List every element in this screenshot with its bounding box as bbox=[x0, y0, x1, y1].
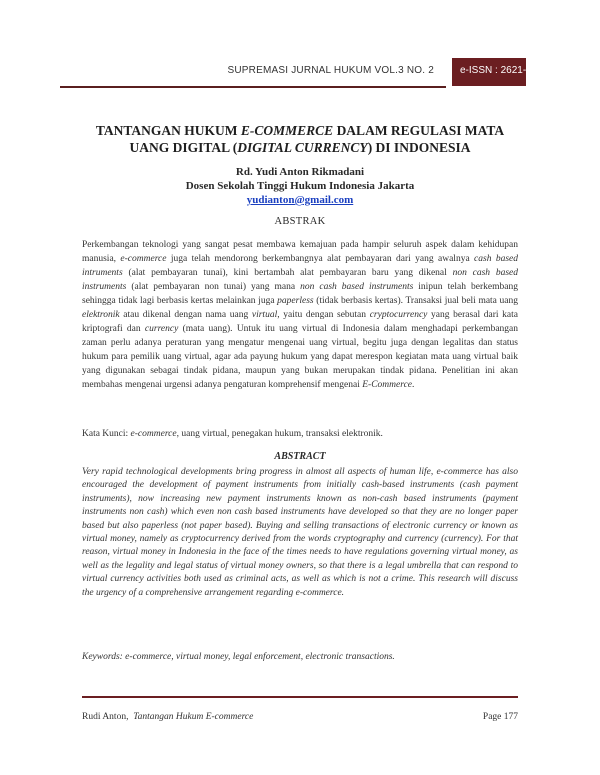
author-block bbox=[80, 165, 520, 207]
abstrak-italic: e-commerce bbox=[120, 254, 167, 264]
abstrak-italic: paperless bbox=[277, 296, 314, 306]
abstrak-text: juga telah mendorong berkembangnya alat pembayaran dari yang awalnya bbox=[166, 254, 475, 264]
title-line1-prefix: TANTANGAN HUKUM bbox=[95, 123, 241, 138]
abstrak-text: , yaitu dengan sebutan bbox=[277, 310, 370, 320]
abstrak-italic: currency bbox=[144, 324, 179, 334]
abstrak-text: (mata uang). Untuk itu uang virtual di Indonesia dalam menghadapi perkembangan zaman perlu adanya peraturan yang mengatur mengenai uang virtual, begitu juga dengan legalitas dan status hukum para pemilik uang virtual, agar ada payung hukum yang dapat merespon kegiatan mata uang virtual baik yang digunakan sebagai tindak pidana, maupun yang bukan merupakan tindak pidana. Penelitian ini akan membahas mengenai urgensi adanya pengaturan komprehensif mengenai bbox=[82, 324, 519, 390]
abstrak-text: Perkembangan teknologi yang sangat pesat membawa kemajuan pada hampir seluruh aspek dalam kehidupan manusia, bbox=[82, 240, 518, 264]
abstrak-text: (alat pembayaran tunai), kini bertambah alat pembayaran baru yang dikenal bbox=[122, 268, 453, 278]
abstrak-italic: non cash based instruments bbox=[300, 282, 414, 292]
footer-divider bbox=[82, 696, 518, 698]
abstrak-italic: cryptocurrency bbox=[369, 310, 428, 320]
issn-badge bbox=[452, 58, 549, 86]
title-line2-prefix: UANG DIGITAL ( bbox=[129, 140, 238, 155]
keywords: Keywords: e-commerce, virtual money, legal enforcement, electronic transactions. bbox=[82, 652, 395, 662]
abstrak-text: . bbox=[412, 380, 415, 390]
abstrak-italic: E-Commerce bbox=[362, 380, 413, 390]
footer-citation bbox=[82, 712, 253, 722]
abstrak-heading: ABSTRAK bbox=[274, 216, 326, 227]
footer-title: Tantangan Hukum E-commerce bbox=[133, 712, 254, 722]
abstract-paragraph: Very rapid technological developments bring progress in almost all aspects of human life, e-commerce has also encouraged the development of payment instruments from initially cash-based instruments (cash payment instruments), now increasing new payment instruments known as non-cash based instruments (payment instruments non cash) which even non cash based instruments have developed so that they are no longer paper based but also paperless (not paper based). Buying and selling transactions of electronic currency or known as virtual money, namely as cryptocurrency derived from the words cryptography and currency (currency). For that reason, virtual money in Indonesia in the face of the times needs to have regulations governing virtual money, as well as the legality and legal status of virtual money owners, so that there is a legal umbrella that can respond to virtual currency activities both used as criminal acts, as well as which is not a crime. This research will discuss the urgency of a comprehensive arrangement regarding e-commerce. bbox=[82, 467, 518, 598]
author-email-link[interactable]: yudianton@gmail.com bbox=[246, 194, 354, 206]
kata-kunci-italic: e-commerce bbox=[130, 429, 177, 439]
author-affiliation: Dosen Sekolah Tinggi Hukum Indonesia Jakarta bbox=[185, 180, 415, 192]
footer-author: Rudi Anton, bbox=[82, 712, 129, 722]
abstrak-italic: virtual bbox=[251, 310, 278, 320]
abstrak-text: atau dikenal dengan nama uang bbox=[119, 310, 252, 320]
title-line1-italic: E-COMMERCE bbox=[240, 123, 334, 138]
page-number: Page 177 bbox=[482, 712, 518, 722]
title-line2-italic: DIGITAL CURRENCY bbox=[237, 140, 368, 155]
journal-name: SUPREMASI JURNAL HUKUM VOL.3 NO. 2 bbox=[227, 65, 434, 76]
kata-kunci-rest: , uang virtual, penegakan hukum, transaksi elektronik. bbox=[176, 429, 383, 439]
abstrak-italic: cash based intruments bbox=[82, 254, 519, 278]
abstrak-italic: non cash based instruments bbox=[82, 268, 519, 292]
author-name: Rd. Yudi Anton Rikmadani bbox=[235, 166, 365, 178]
abstrak-paragraph bbox=[82, 238, 518, 392]
paper-title bbox=[80, 122, 520, 156]
abstrak-italic: elektronik bbox=[82, 310, 120, 320]
journal-header bbox=[60, 58, 549, 86]
abstract-heading: ABSTRACT bbox=[274, 451, 326, 462]
kata-kunci bbox=[82, 428, 518, 441]
abstrak-text: inipun telah berkembang sehingga tidak lagi berbasis kertas melainkan juga bbox=[82, 282, 518, 306]
abstrak-text: (tidak berbasis kertas). Transaksi jual beli mata uang bbox=[313, 296, 519, 306]
title-line2-suffix: ) DI INDONESIA bbox=[367, 140, 471, 155]
journal-name-bar bbox=[60, 58, 446, 88]
issn-text: e-ISSN : 2621-7007 bbox=[460, 65, 549, 76]
abstrak-text: (alat pembayaran non tunai) yang mana bbox=[126, 282, 301, 292]
abstrak-text: yang berasal dari kata kriptografi dan bbox=[82, 310, 518, 334]
kata-kunci-label: Kata Kunci: bbox=[82, 429, 131, 439]
title-line1-suffix: DALAM REGULASI MATA bbox=[333, 123, 505, 138]
